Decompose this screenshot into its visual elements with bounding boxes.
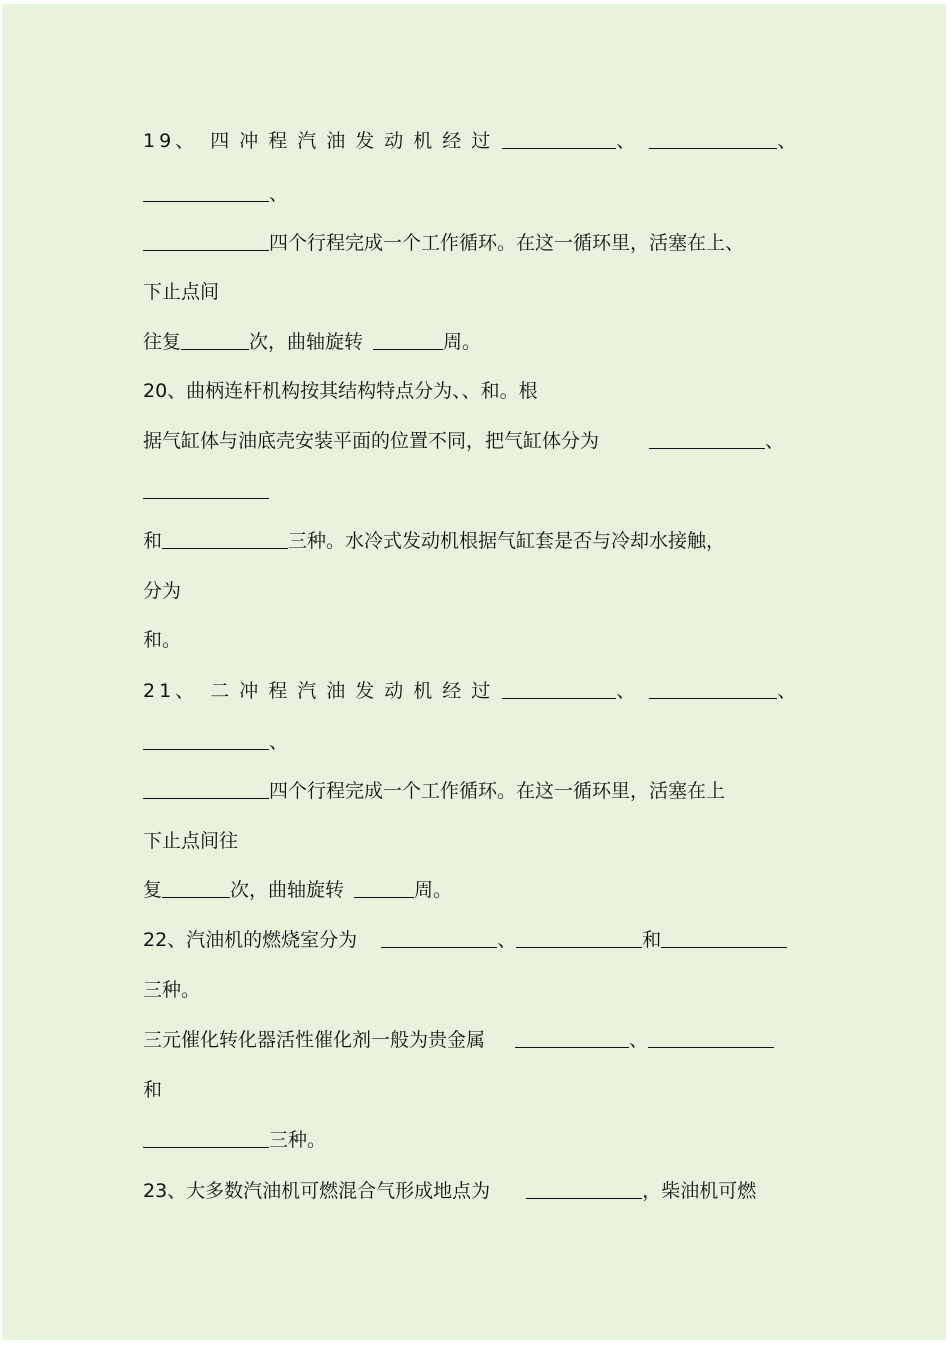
q20-line-4: 和 三种。水冷式发动机根据气缸套是否与冷却水接触， — [143, 530, 726, 552]
q20-line-5: 分为 — [143, 580, 182, 602]
q23-blank-1[interactable] — [526, 1180, 642, 1199]
q21-blank-6[interactable] — [354, 879, 414, 898]
q19-line-3: 四个行程完成一个工作循环。在这一循环里，活塞在上、 — [143, 231, 744, 255]
q19-prompt: 四冲程汽油发动机经过 — [210, 130, 501, 152]
q22-blank-5[interactable] — [648, 1029, 774, 1048]
q20-line-2: 据气缸体与油底壳安装平面的位置不同，把气缸体分为 、 — [143, 430, 785, 452]
q20-blank-3[interactable] — [162, 530, 288, 549]
q22-blank-2[interactable] — [516, 929, 642, 948]
q22-blank-1[interactable] — [381, 929, 497, 948]
q19-line-5: 往复 次，曲轴旋转 周。 — [143, 331, 482, 353]
q19-line-1: 19、 四冲程汽油发动机经过 、 、 — [143, 130, 797, 152]
q21-blank-4[interactable] — [143, 780, 269, 799]
q19-line-4: 下止点间 — [143, 281, 220, 303]
q22-line-3: 三元催化转化器活性催化剂一般为贵金属 、 — [143, 1028, 774, 1052]
q21-blank-5[interactable] — [162, 879, 230, 898]
q19-blank-2[interactable] — [649, 130, 777, 149]
q22-line-5: 三种。 — [143, 1128, 326, 1152]
q19-blank-5[interactable] — [181, 331, 249, 350]
q21-line-4: 下止点间往 — [143, 830, 239, 852]
q21-line-2: 、 — [143, 730, 288, 754]
q22-line-1: 22、汽油机的燃烧室分为 、 和 — [143, 928, 787, 952]
q22-blank-4[interactable] — [515, 1029, 629, 1048]
q21-blank-2[interactable] — [649, 680, 777, 699]
q19-blank-3[interactable] — [143, 183, 269, 202]
q19-number: 19、 — [143, 130, 199, 152]
q20-line-6: 和。 — [143, 629, 182, 651]
q22-blank-3[interactable] — [661, 929, 787, 948]
q22-blank-6[interactable] — [143, 1129, 269, 1148]
q22-line-2: 三种。 — [143, 979, 201, 1001]
q21-blank-1[interactable] — [502, 680, 616, 699]
q21-line-5: 复 次，曲轴旋转 周。 — [143, 879, 453, 901]
q20-line-1: 20、曲柄连杆机构按其结构特点分为、、和。根 — [143, 380, 538, 402]
q20-blank-1[interactable] — [649, 430, 765, 449]
q21-line-1: 21、 二冲程汽油发动机经过 、 、 — [143, 680, 797, 702]
q19-blank-6[interactable] — [373, 331, 443, 350]
q19-line-2: 、 — [143, 182, 288, 206]
q22-line-4: 和 — [143, 1079, 163, 1101]
q20-blank-2[interactable] — [143, 480, 269, 499]
q21-prompt: 二冲程汽油发动机经过 — [210, 680, 501, 702]
q19-blank-4[interactable] — [143, 232, 269, 251]
q19-blank-1[interactable] — [502, 130, 616, 149]
q23-line-1: 23、大多数汽油机可燃混合气形成地点为 ，柴油机可燃 — [143, 1180, 757, 1202]
q21-line-3: 四个行程完成一个工作循环。在这一循环里，活塞在上 — [143, 779, 725, 803]
q21-blank-3[interactable] — [143, 731, 269, 750]
q20-line-3 — [143, 479, 269, 503]
q21-number: 21、 — [143, 680, 199, 702]
